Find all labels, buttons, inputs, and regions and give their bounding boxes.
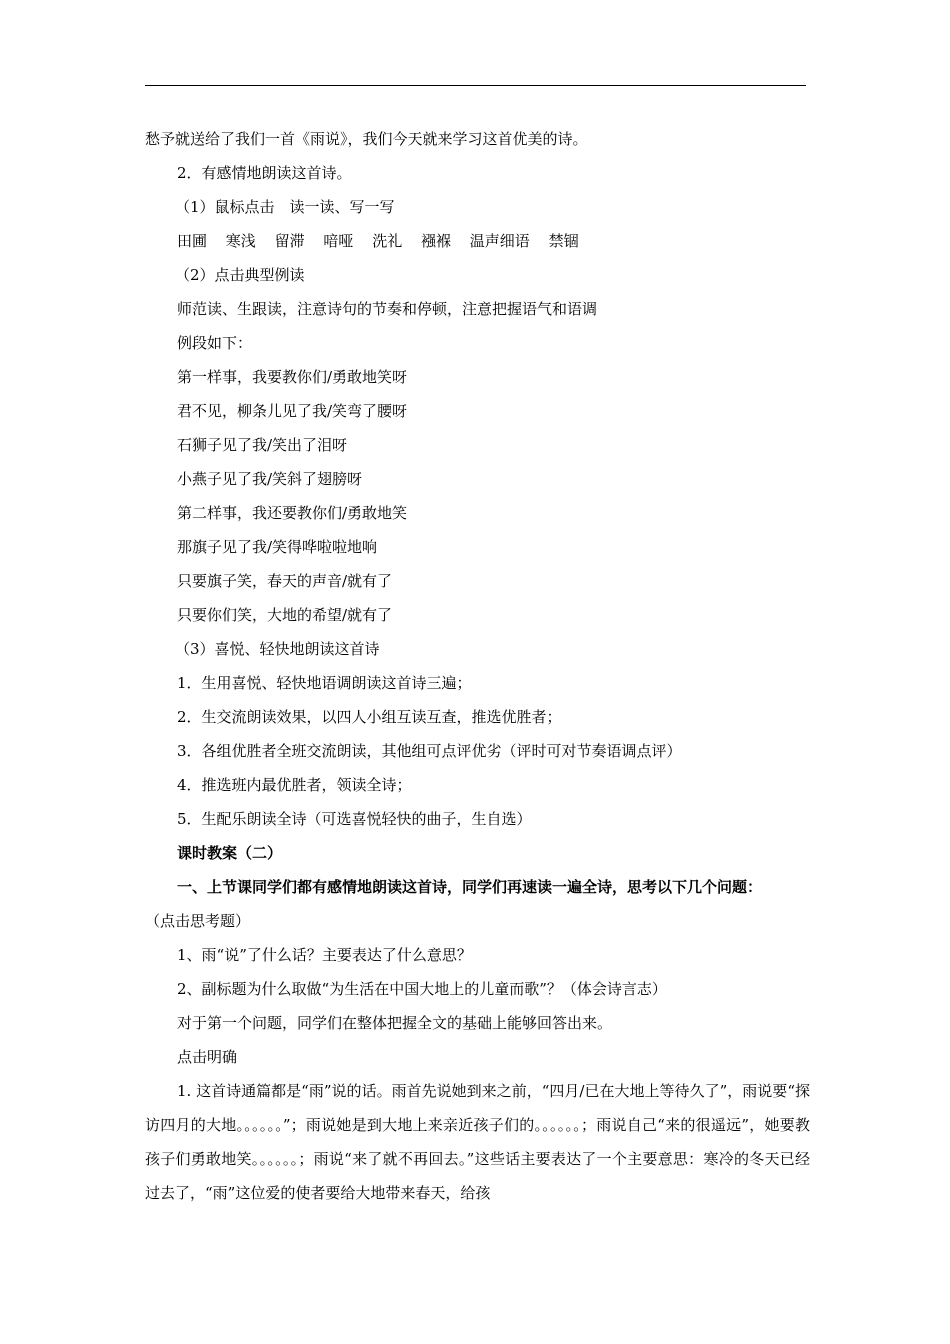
question-prompt: 一、上节课同学们都有感情地朗读这首诗，同学们再速读一遍全诗，思考以下几个问题： [177, 878, 763, 896]
vocab-word: 襁褓 [420, 232, 451, 250]
poem-line: 只要旗子笑，春天的声音/就有了 [177, 572, 393, 590]
vocab-word: 田圃 [177, 232, 208, 250]
header-rule [145, 85, 806, 86]
poem-line: 第二样事，我还要教你们/勇敢地笑 [177, 504, 408, 522]
poem-line: 君不见，柳条儿见了我/笑弯了腰呀 [177, 402, 408, 420]
step-item: 2．生交流朗读效果，以四人小组互读互查，推选优胜者； [177, 708, 562, 726]
answer-paragraph: 1. 这首诗通篇都是“雨”说的话。雨首先说她到来之前，“四月/已在大地上等待久了”，雨说要“探访四月的大地。。。。。。”；雨说她是到大地上来亲近孩子们的。。。。。。；雨说自己“来的很遥远”，她要教孩子们勇敢地笑。。。。。。；雨说“来了就不再回去。”这些话主要表达了一个主要意思：寒冷的冬天已经过去了，“雨”这位爱的使者要给大地带来春天，给孩 [145, 1082, 810, 1202]
poem-line: 只要你们笑，大地的希望/就有了 [177, 606, 393, 624]
text-line: （3）喜悦、轻快地朗读这首诗 [175, 640, 380, 658]
vocab-word: 洗礼 [372, 232, 403, 250]
poem-line: 那旗子见了我/笑得哗啦啦地响 [177, 538, 378, 556]
text-line: 点击明确 [177, 1048, 238, 1066]
question-item: 2、副标题为什么取做“为生活在中国大地上的儿童而歌”？（体会诗言志） [177, 980, 667, 998]
step-item: 1．生用喜悦、轻快地语调朗读这首诗三遍； [177, 674, 472, 692]
text-line: （1）鼠标点击 读一读、写一写 [175, 198, 395, 216]
vocab-word: 喑哑 [323, 232, 354, 250]
text-line: 2．有感情地朗读这首诗。 [177, 164, 352, 182]
vocab-word: 温声细语 [469, 232, 530, 250]
vocab-word: 禁锢 [548, 232, 579, 250]
step-item: 5．生配乐朗读全诗（可选喜悦轻快的曲子，生自选） [177, 810, 532, 828]
vocab-list [145, 224, 810, 258]
text-line: （点击思考题） [145, 912, 251, 930]
step-item: 3．各组优胜者全班交流朗读，其他组可点评优劣（评时可对节奏语调点评） [177, 742, 682, 760]
text-line: 愁予就送给了我们一首《雨说》，我们今天就来学习这首优美的诗。 [145, 130, 588, 148]
poem-line: 小燕子见了我/笑斜了翅膀呀 [177, 470, 363, 488]
poem-line: 石狮子见了我/笑出了泪呀 [177, 436, 348, 454]
vocab-word: 留滞 [274, 232, 305, 250]
text-line: 例段如下： [177, 334, 253, 352]
section-heading: 课时教案（二） [177, 844, 283, 862]
text-line: 对于第一个问题，同学们在整体把握全文的基础上能够回答出来。 [177, 1014, 613, 1032]
step-item: 4．推选班内最优胜者，领读全诗； [177, 776, 412, 794]
text-line: 师范读、生跟读，注意诗句的节奏和停顿，注意把握语气和语调 [177, 300, 598, 318]
question-item: 1、雨“说”了什么话？主要表达了什么意思？ [177, 946, 472, 964]
vocab-word: 寒浅 [225, 232, 256, 250]
text-line: （2）点击典型例读 [175, 266, 305, 284]
document-body [145, 122, 810, 1210]
poem-line: 第一样事，我要教你们/勇敢地笑呀 [177, 368, 408, 386]
